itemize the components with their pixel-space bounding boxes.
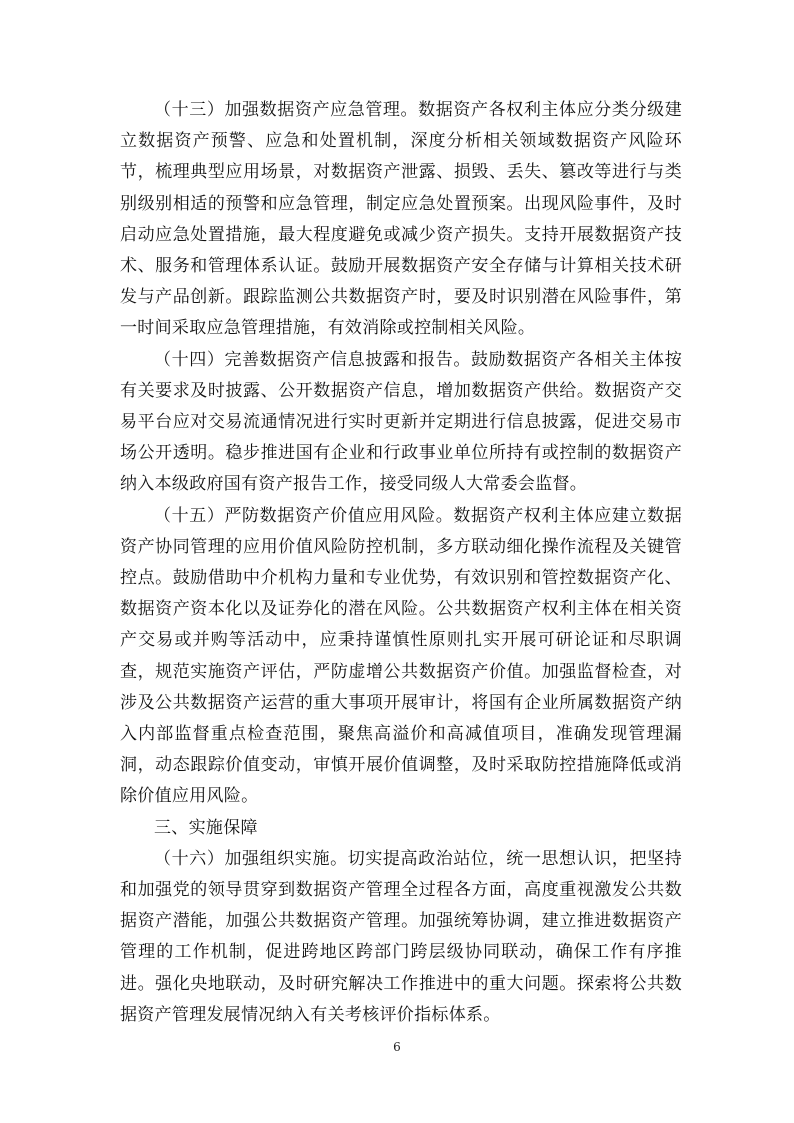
document-body	[120, 95, 682, 1031]
section-heading: 三、实施保障	[154, 817, 258, 838]
paragraph-13: （十三）加强数据资产应急管理。数据资产各权利主体应分类分级建立数据资产预警、应急和处置机制，深度分析相关领域数据资产风险环节，梳理典型应用场景，对数据资产泄露、损毁、丢失、篡改等进行与类别级别相适的预警和应急管理，制定应急处置预案。出现风险事件，及时启动应急处置措施，最大程度避免或减少资产损失。支持开展数据资产技术、服务和管理体系认证。鼓励开展数据资产安全存储与计算相关技术研发与产品创新。跟踪监测公共数据资产时，要及时识别潜在风险事件，第一时间采取应急管理措施，有效消除或控制相关风险。	[120, 100, 682, 339]
paragraph-15: （十五）严防数据资产价值应用风险。数据资产权利主体应建立数据资产协同管理的应用价值风险防控机制，多方联动细化操作流程及关键管控点。鼓励借助中介机构力量和专业优势，有效识别和管控数据资产化、数据资产资本化以及证券化的潜在风险。公共数据资产权利主体在相关资产交易或并购等活动中，应秉持谨慎性原则扎实开展可研论证和尽职调查，规范实施资产评估，严防虚增公共数据资产价值。加强监督检查，对涉及公共数据资产运营的重大事项开展审计，将国有企业所属数据资产纳入内部监督重点检查范围，聚焦高溢价和高减值项目，准确发现管理漏洞，动态跟踪价值变动，审慎开展价值调整，及时采取防控措施降低或消除价值应用风险。	[120, 505, 682, 807]
page-number: 6	[393, 1040, 401, 1054]
paragraph-14: （十四）完善数据资产信息披露和报告。鼓励数据资产各相关主体按有关要求及时披露、公开数据资产信息，增加数据资产供给。数据资产交易平台应对交易流通情况进行实时更新并定期进行信息披露，促进交易市场公开透明。稳步推进国有企业和行政事业单位所持有或控制的数据资产纳入本级政府国有资产报告工作，接受同级人大常委会监督。	[120, 349, 682, 495]
paragraph-16: （十六）加强组织实施。切实提高政治站位，统一思想认识，把坚持和加强党的领导贯穿到数据资产管理全过程各方面，高度重视激发公共数据资产潜能，加强公共数据资产管理。加强统筹协调，建立推进数据资产管理的工作机制，促进跨地区跨部门跨层级协同联动，确保工作有序推进。强化央地联动，及时研究解决工作推进中的重大问题。探索将公共数据资产管理发展情况纳入有关考核评价指标体系。	[120, 848, 682, 1025]
